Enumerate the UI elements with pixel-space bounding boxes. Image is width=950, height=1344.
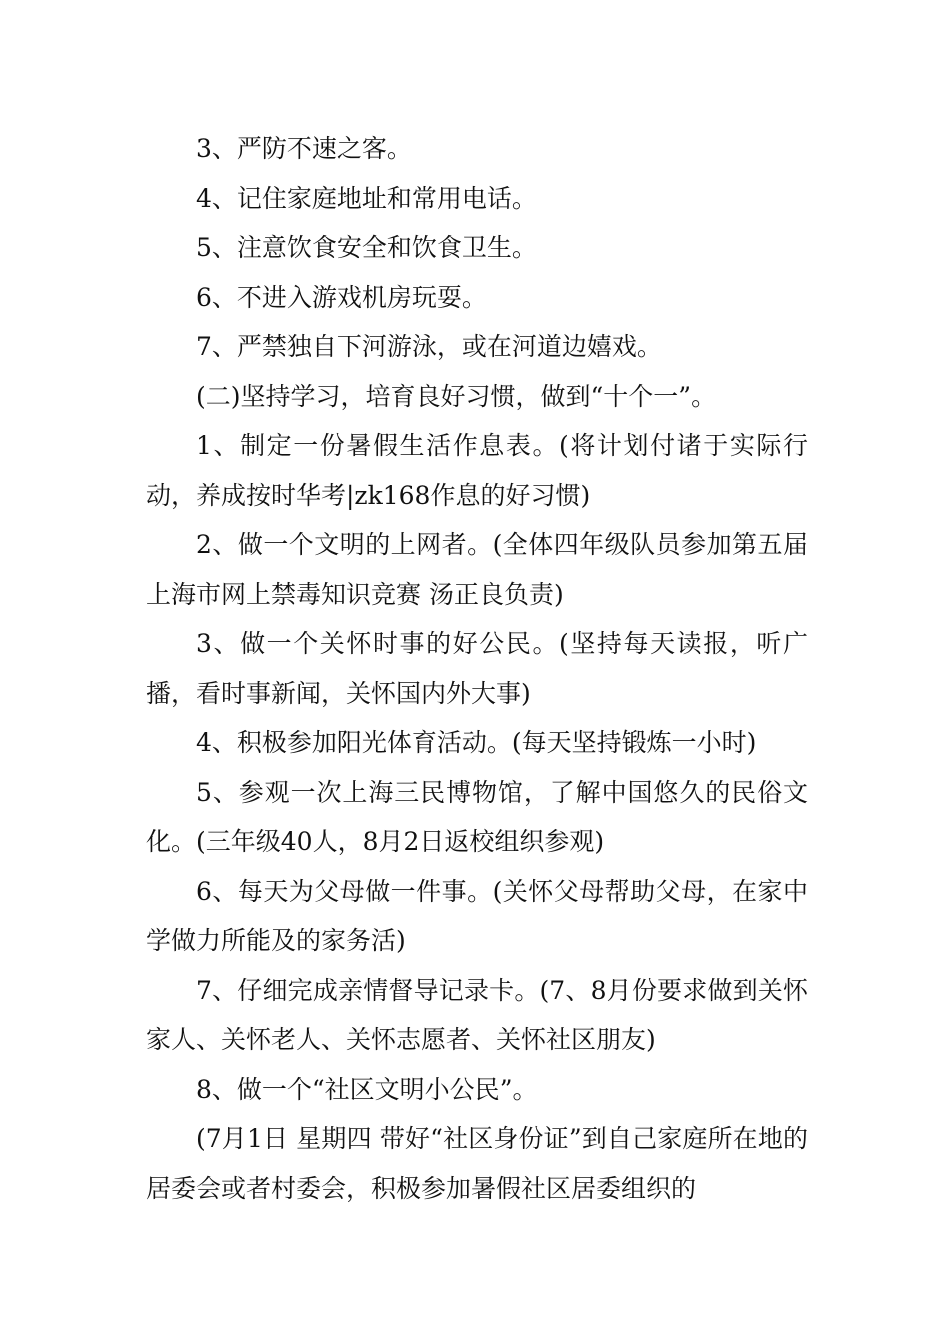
paragraph-study-6: 6、每天为父母做一件事。(关怀父母帮助父母，在家中学做力所能及的家务活) [146, 876, 808, 955]
paragraph-study-7: 7、仔细完成亲情督导记录卡。(7、8月份要求做到关怀家人、关怀老人、关怀志愿者、关怀社区朋友) [146, 975, 808, 1054]
paragraph-study-1: 1、制定一份暑假生活作息表。(将计划付诸于实际行动，养成按时华考|zk168作息的好习惯) [146, 431, 808, 510]
document-body [146, 124, 808, 1213]
paragraph-safety-3: 3、严防不速之客。 [196, 134, 412, 163]
paragraph-study-4: 4、积极参加阳光体育活动。(每天坚持锻炼一小时) [196, 728, 757, 757]
paragraph-study-5: 5、参观一次上海三民博物馆，了解中国悠久的民俗文化。(三年级40人，8月2日返校组织参观) [146, 777, 808, 856]
paragraph-safety-5: 5、注意饮食安全和饮食卫生。 [196, 233, 537, 262]
paragraph-safety-7: 7、严禁独自下河游泳，或在河道边嬉戏。 [196, 332, 662, 361]
paragraph-study-8-detail: (7月1日 星期四 带好“社区身份证”到自己家庭所在地的居委会或者村委会，积极参加暑假社区居委组织的 [146, 1124, 808, 1203]
paragraph-study-3: 3、做一个关怀时事的好公民。(坚持每天读报，听广播，看时事新闻，关怀国内外大事) [146, 629, 808, 708]
section-heading-study: (二)坚持学习，培育良好习惯，做到“十个一”。 [196, 381, 717, 411]
paragraph-safety-4: 4、记住家庭地址和常用电话。 [196, 183, 537, 213]
paragraph-safety-6: 6、不进入游戏机房玩耍。 [196, 282, 487, 312]
paragraph-study-8: 8、做一个“社区文明小公民”。 [196, 1074, 538, 1104]
paragraph-study-2: 2、做一个文明的上网者。(全体四年级队员参加第五届上海市网上禁毒知识竞赛 汤正良负责) [146, 530, 808, 609]
